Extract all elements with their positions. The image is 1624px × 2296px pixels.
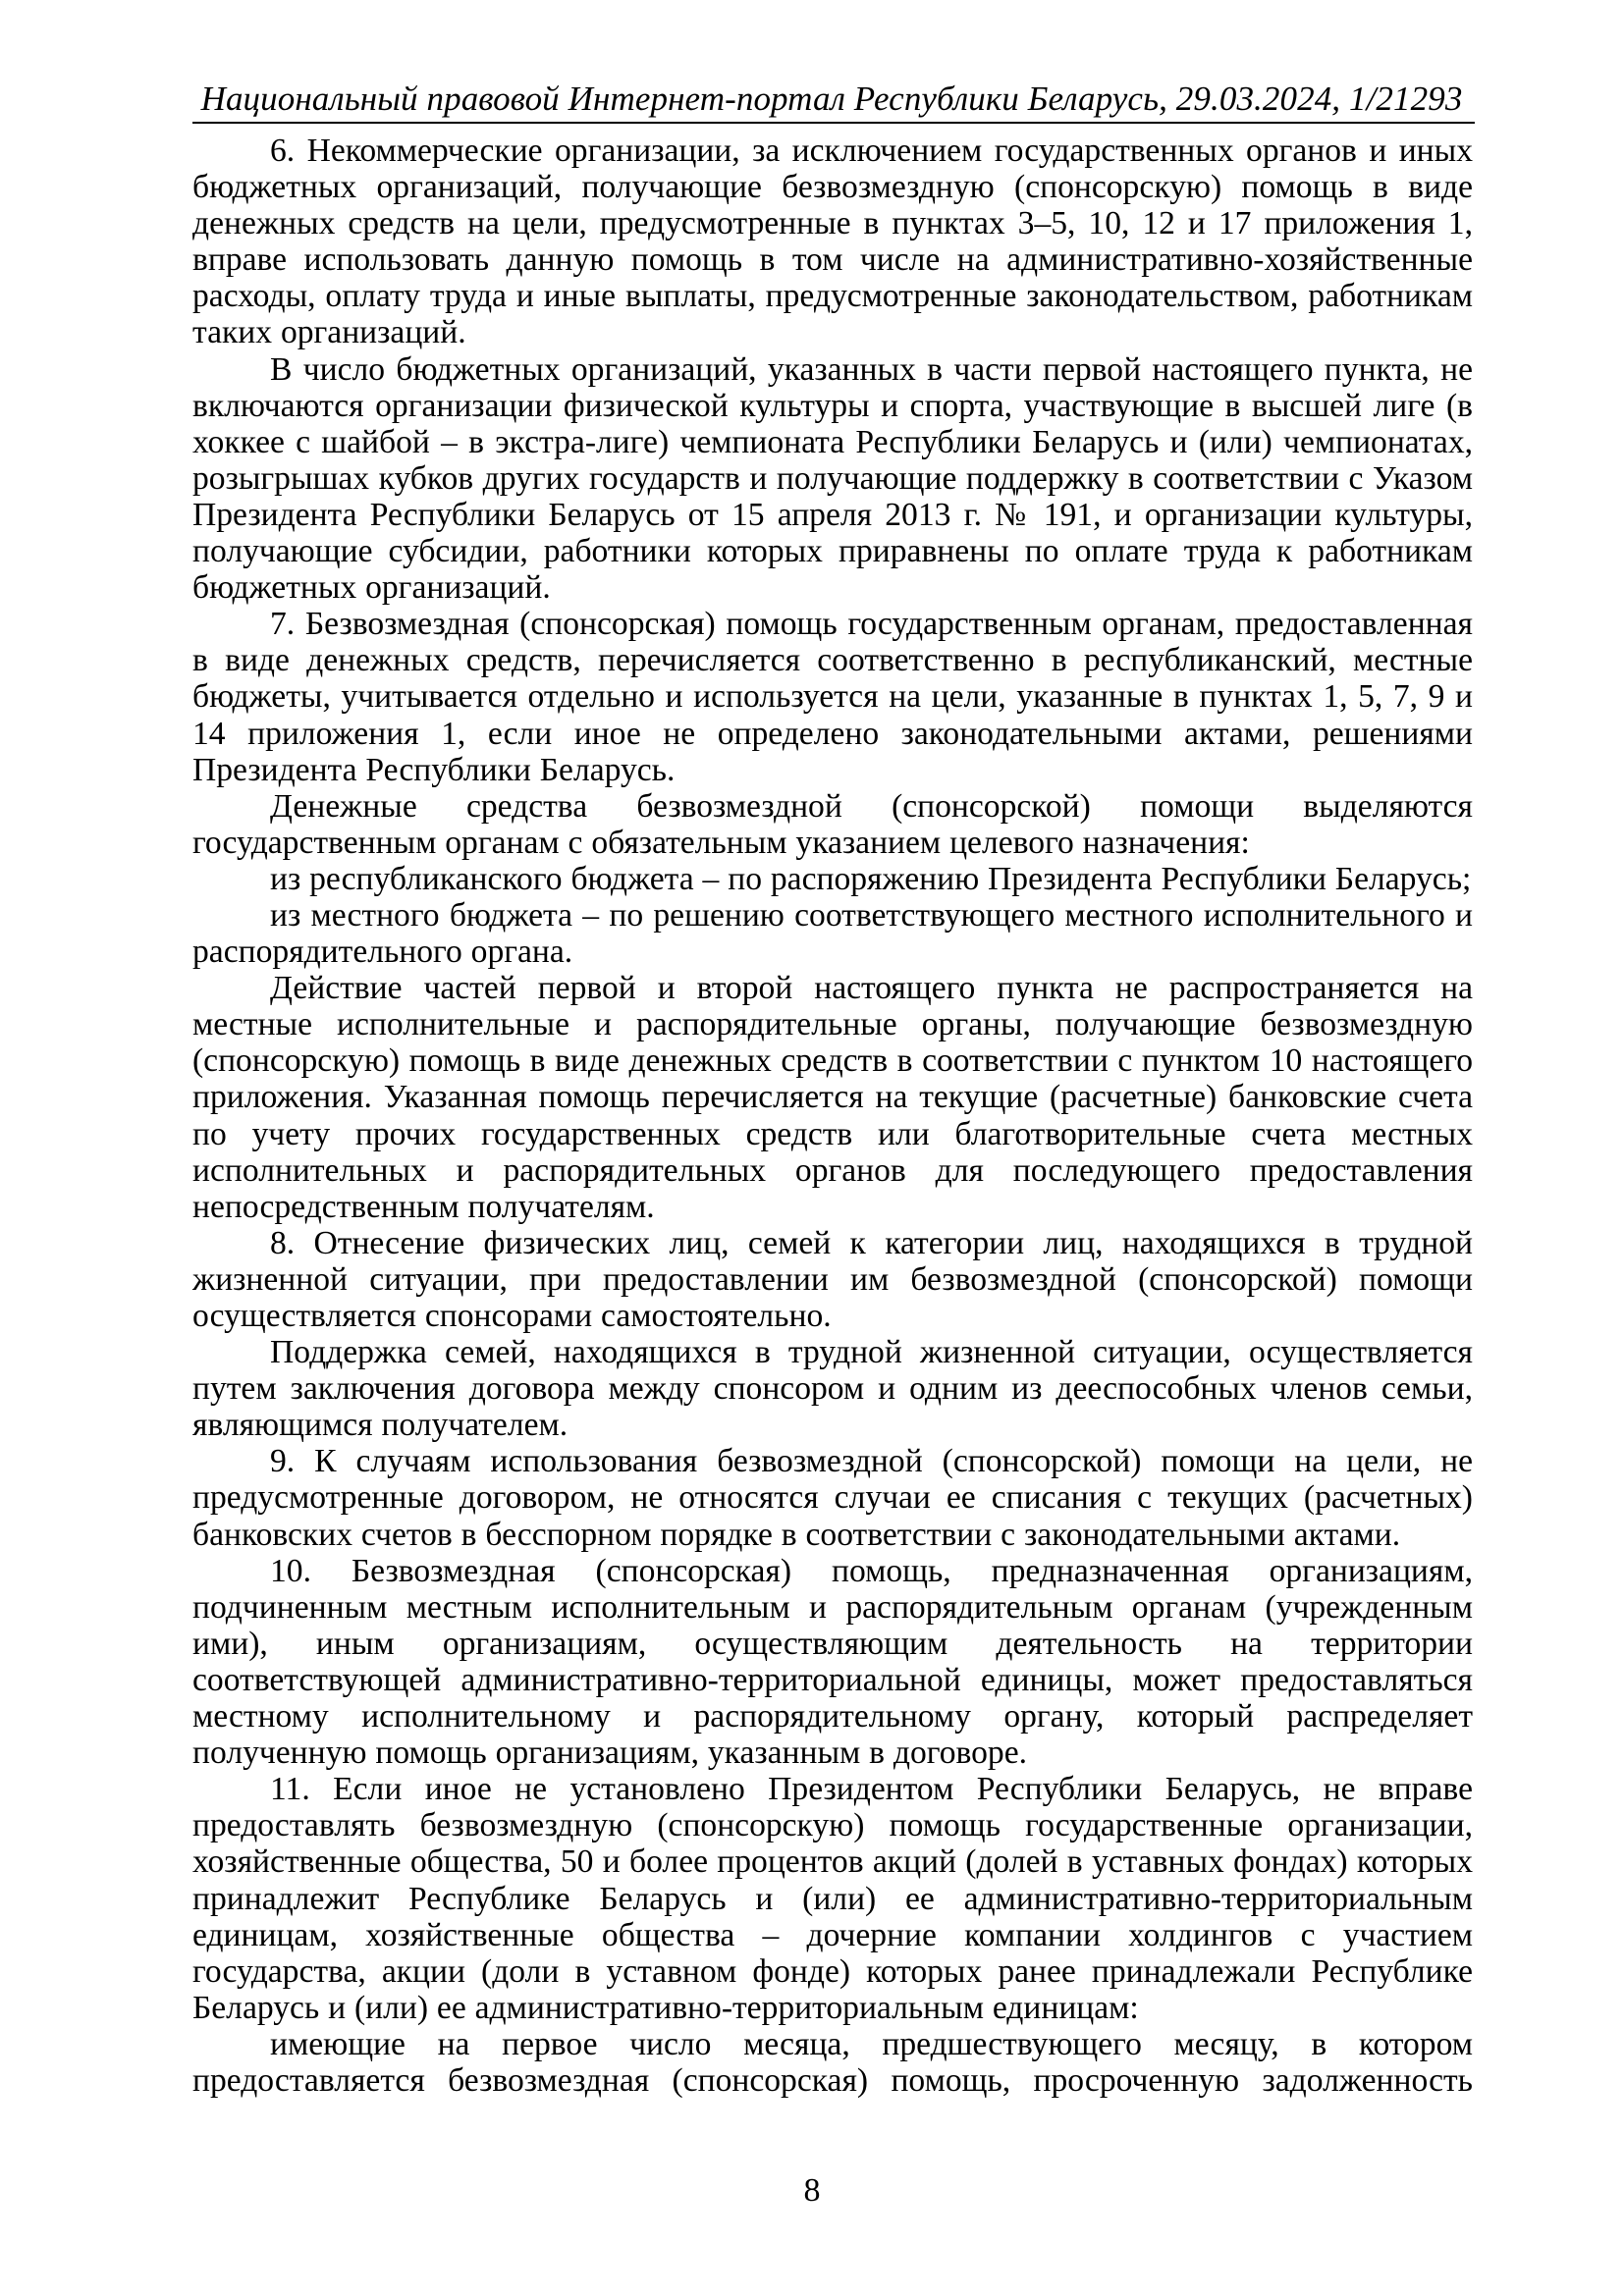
paragraph-7: 7. Безвозмездная (спонсорская) помощь государственным органам, предоставленная в виде денежных средств, перечисляется соответственно в республиканский, местные бюджеты, учитывается отдельно и используется на цели, указанные в пунктах 1, 5, 7, 9 и 14 приложения 1, если иное не определено законодательными актами, решениями Президента Республики Беларусь. — [192, 606, 1473, 788]
paragraph-8-part-2: Поддержка семей, находящихся в трудной жизненной ситуации, осуществляется путем заключения договора между спонсором и одним из дееспособных членов семьи, являющимся получателем. — [192, 1334, 1473, 1444]
paragraph-10: 10. Безвозмездная (спонсорская) помощь, предназначенная организациям, подчиненным местным исполнительным и распорядительным органам (учрежденным ими), иным организациям, осуществляющим деятельность на территории соответствующей административно-территориальной единицы, может предоставляться местному исполнительному и распорядительному органу, который распределяет полученную помощь организациям, указанным в договоре. — [192, 1552, 1473, 1772]
paragraph-7-item-local: из местного бюджета – по решению соответствующего местного исполнительного и распорядительного органа. — [192, 896, 1473, 971]
paragraph-7-part-3: Действие частей первой и второй настоящего пункта не распространяется на местные исполнительные и распорядительные органы, получающие безвозмездную (спонсорскую) помощь в виде денежных средств в соответствии с пунктом 10 настоящего приложения. Указанная помощь перечисляется на текущие (расчетные) банковские счета по учету прочих государственных средств или благотворительные счета местных исполнительных и распорядительных органов для последующего предоставления непосредственным получателям. — [192, 970, 1473, 1225]
paragraph-6-part-2: В число бюджетных организаций, указанных в части первой настоящего пункта, не включаются организации физической культуры и спорта, участвующие в высшей лиге (в хоккее с шайбой – в экстра-лиге) чемпионата Республики Беларусь и (или) чемпионатах, розыгрышах кубков других государств и получающие поддержку в соответствии с Указом Президента Республики Беларусь от 15 апреля 2013 г. № 191, и организации культуры, получающие субсидии, работники которых приравнены по оплате труда к работникам бюджетных организаций. — [192, 350, 1473, 607]
paragraph-11: 11. Если иное не установлено Президентом Республики Беларусь, не вправе предоставлять безвозмездную (спонсорскую) помощь государственные организации, хозяйственные общества, 50 и более процентов акций (долей в уставных фондах) которых принадлежит Республике Беларусь и (или) ее административно-территориальным единицам, хозяйственные общества – дочерние компании холдингов с участием государства, акции (доли в уставном фонде) которых ранее принадлежали Республике Беларусь и (или) ее административно-территориальным единицам: — [192, 1771, 1473, 2026]
paragraph-8: 8. Отнесение физических лиц, семей к категории лиц, находящихся в трудной жизненной ситуации, при предоставлении им безвозмездной (спонсорской) помощи осуществляется спонсорами самостоятельно. — [192, 1224, 1473, 1334]
paragraph-6: 6. Некоммерческие организации, за исключением государственных органов и иных бюджетных организаций, получающие безвозмездную (спонсорскую) помощь в виде денежных средств на цели, предусмотренные в пунктах 3–5, 10, 12 и 17 приложения 1, вправе использовать данную помощь в том числе на административно-хозяйственные расходы, оплату труда и иные выплаты, предусмотренные законодательством, работникам таких организаций. — [192, 133, 1473, 351]
paragraph-7-item-republican: из республиканского бюджета – по распоряжению Президента Республики Беларусь; — [270, 860, 1472, 897]
header-divider — [192, 122, 1475, 124]
paragraph-7-part-2: Денежные средства безвозмездной (спонсорской) помощи выделяются государственным органам с обязательным указанием целевого назначения: — [192, 787, 1473, 861]
document-body — [192, 133, 1473, 2099]
page-number: 8 — [803, 2172, 821, 2209]
page-header: Национальный правовой Интернет-портал Республики Беларусь, 29.03.2024, 1/21293 — [200, 80, 1463, 118]
paragraph-9: 9. К случаям использования безвозмездной (спонсорской) помощи на цели, не предусмотренные договором, не относятся случаи ее списания с текущих (расчетных) банковских счетов в бесспорном порядке в соответствии с законодательными актами. — [192, 1443, 1473, 1553]
paragraph-11-item-overdue: имеющие на первое число месяца, предшествующего месяцу, в котором предоставляется безвозмездная (спонсорская) помощь, просроченную задолженность — [192, 2025, 1473, 2099]
